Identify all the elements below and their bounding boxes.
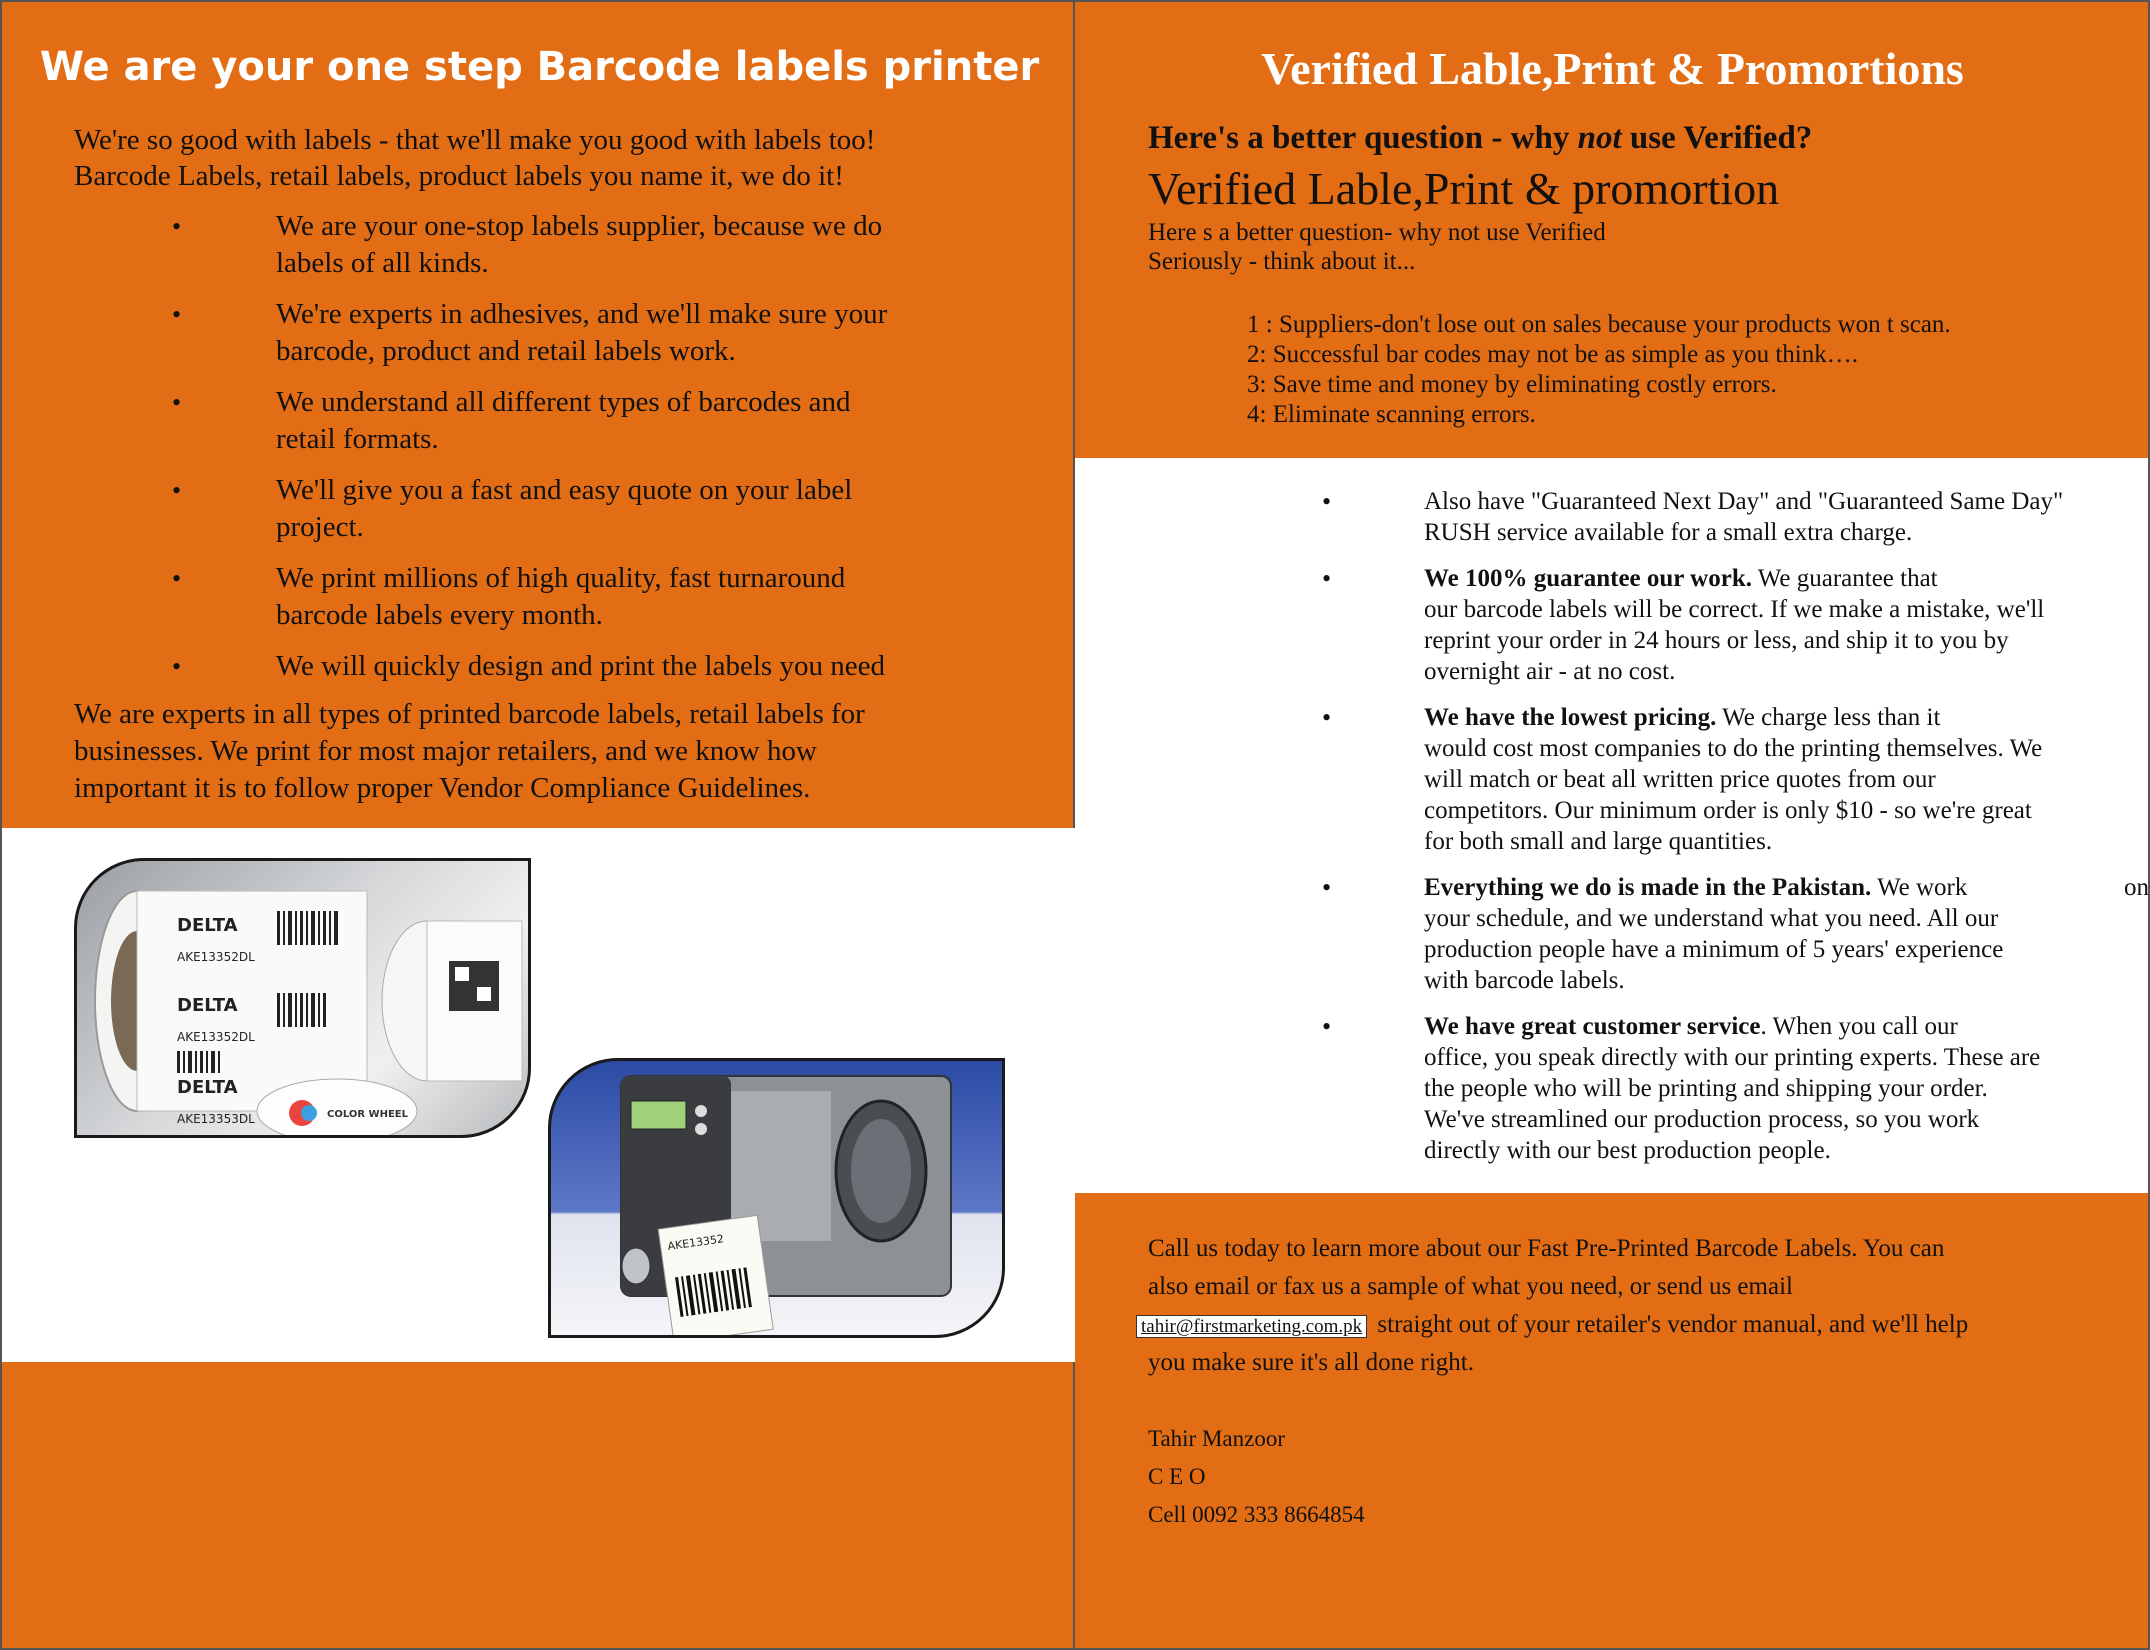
call-to-action [1141, 1230, 2108, 1382]
right-bullet-item [1322, 702, 2108, 857]
right-bullet-line: office, you speak directly with our printing experts. These are [1424, 1044, 2041, 1071]
right-bullet-line: will match or beat all written price quotes from our [1424, 766, 1936, 793]
bullet-icon: • [1322, 487, 1332, 516]
right-bullet-first-line [1424, 872, 2149, 903]
left-bullet-list [172, 208, 1022, 685]
right-bullet-first-text: We work [1871, 874, 1968, 901]
right-bullet-line: directly with our best production people. [1424, 1137, 1831, 1164]
bullet-icon: • [172, 476, 182, 505]
right-bullet-line: with barcode labels. [1424, 967, 1625, 994]
signature-cell: Cell 0092 333 8664854 [1148, 1502, 1365, 1527]
call-line-4: you make sure it's all done right. [1148, 1349, 1474, 1376]
right-bullet-line: would cost most companies to do the printing themselves. We [1424, 735, 2043, 762]
label-rolls-illustration [77, 861, 531, 1138]
call-line-2: also email or fax us a sample of what you need, or send us email [1148, 1273, 1793, 1300]
signature-block [1148, 1420, 1365, 1534]
left-title: We are your one step Barcode labels printer [39, 44, 1040, 90]
right-bullet-list [1322, 486, 2149, 1166]
right-bullet-line: competitors. Our minimum order is only $10 - so we're great [1424, 797, 2032, 824]
roll-label-delta-2: DELTA [177, 995, 238, 1016]
left-bullet-line: barcode, product and retail labels work. [276, 335, 736, 367]
left-bullet-line: We are your one-stop labels supplier, because we do [276, 210, 883, 242]
signature-name: Tahir Manzoor [1148, 1426, 1285, 1451]
right-bullet-line: the people who will be printing and shipping your order. [1424, 1075, 1988, 1102]
right-bullet-line: for both small and large quantities. [1424, 828, 1773, 855]
right-bullet-first-text: We charge less than it [1716, 704, 1941, 731]
right-bullet-item [1322, 486, 2108, 548]
right-bullet-first-text: We guarantee that [1752, 565, 1938, 592]
right-question [1148, 120, 1812, 157]
intro-line-2: Barcode Labels, retail labels, product labels you name it, we do it! [74, 160, 844, 192]
right-bullet-line: Also have "Guaranteed Next Day" and "Guaranteed Same Day" [1424, 488, 2064, 515]
printer-label-code: AKE13352 [666, 1232, 725, 1254]
bullet-icon: • [1322, 564, 1332, 593]
right-bullet-line: our barcode labels will be correct. If we make a mistake, we'll [1424, 596, 2045, 623]
roll-label-code-1: AKE13352DL [177, 950, 255, 964]
bullet-icon: • [1322, 1012, 1332, 1041]
question-emphasis: not [1577, 120, 1622, 156]
closing-line-2: businesses. We print for most major retailers, and we know how [74, 735, 817, 767]
bullet-icon: • [172, 212, 182, 241]
roll-label-delta-1: DELTA [177, 915, 238, 936]
right-bullet-line: production people have a minimum of 5 years' experience [1424, 936, 2004, 963]
question-pre: Here's a better question - why [1148, 120, 1578, 156]
right-small-text [1148, 218, 1606, 276]
roll-label-color-wheel: COLOR WHEEL [327, 1109, 408, 1120]
left-intro [74, 122, 875, 194]
intro-line-1: We're so good with labels - that we'll make you good with labels too! [74, 124, 876, 156]
right-bullet-line: reprint your order in 24 hours or less, and ship it to you by [1424, 627, 2009, 654]
left-closing [74, 696, 865, 807]
left-bullet-line: project. [276, 511, 364, 543]
right-subtitle: Verified Lable,Print & promortion [1148, 163, 1780, 214]
left-bullet-line: We understand all different types of barcodes and [276, 386, 851, 418]
left-bullet-item [172, 560, 1022, 634]
bullet-icon: • [172, 300, 182, 329]
bullet-icon: • [1322, 703, 1332, 732]
left-bullet-line: barcode labels every month. [276, 599, 603, 631]
roll-label-code-3: AKE13353DL [177, 1112, 255, 1126]
right-bullet-line: RUSH service available for a small extra charge. [1424, 519, 1913, 546]
small-line-1: Here s a better question- why not use Verified [1148, 219, 1606, 246]
left-bullet-item [172, 384, 1022, 458]
call-line-3: straight out of your retailer's vendor manual, and we'll help [1371, 1311, 1969, 1338]
closing-line-1: We are experts in all types of printed barcode labels, retail labels for [74, 698, 865, 730]
right-bullet-bold: We 100% guarantee our work. [1424, 565, 1752, 592]
right-bullet-bold: Everything we do is made in the Pakistan. [1424, 874, 1872, 901]
right-bullet-bold: We have great customer service [1424, 1013, 1761, 1040]
right-bullet-line: your schedule, and we understand what you need. All our [1424, 905, 1999, 932]
numbered-list [1247, 310, 1951, 430]
left-bullet-item [172, 208, 1022, 282]
bullet-icon: • [1322, 873, 1332, 902]
right-bullet-item [1322, 872, 2149, 996]
left-bullet-line: labels of all kinds. [276, 247, 489, 279]
printer-illustration [551, 1061, 1005, 1338]
right-bullet-line: overnight air - at no cost. [1424, 658, 1676, 685]
left-bullet-line: We will quickly design and print the labels you need [276, 650, 885, 682]
bullet-icon: • [172, 652, 182, 681]
right-bullet-first-line [1424, 1011, 2108, 1042]
left-bullet-line: retail formats. [276, 423, 439, 455]
left-bullet-item [172, 472, 1022, 546]
right-bullet-first-text: . When you call our [1760, 1013, 1958, 1040]
numbered-item-2: 2: Successful bar codes may not be as simple as you think…. [1247, 341, 1858, 368]
numbered-item-4: 4: Eliminate scanning errors. [1247, 401, 1536, 428]
right-bullet-bold: We have the lowest pricing. [1424, 704, 1717, 731]
signature-title: C E O [1148, 1464, 1206, 1489]
call-line-3-row [1141, 1306, 2108, 1344]
left-bullet-line: We're experts in adhesives, and we'll make sure your [276, 298, 888, 330]
roll-label-code-2: AKE13352DL [177, 1030, 255, 1044]
right-bullet-item [1322, 1011, 2108, 1166]
email-link[interactable]: tahir@firstmarketing.com.pk [1136, 1315, 1367, 1338]
label-rolls-photo [74, 858, 531, 1138]
question-post: use Verified? [1621, 120, 1813, 156]
bullet-icon: • [172, 388, 182, 417]
left-bullet-line: We print millions of high quality, fast turnaround [276, 562, 846, 594]
call-line-1: Call us today to learn more about our Fast Pre-Printed Barcode Labels. You can [1148, 1235, 1945, 1262]
bullet-icon: • [172, 564, 182, 593]
right-title: Verified Lable,Print & Promortions [1261, 43, 1964, 94]
numbered-item-1: 1 : Suppliers-don't lose out on sales because your products won t scan. [1247, 311, 1951, 338]
right-bullet-tail: on [2124, 874, 2149, 901]
left-bullet-item [172, 648, 1022, 685]
numbered-item-3: 3: Save time and money by eliminating costly errors. [1247, 371, 1777, 398]
right-bullet-first-line [1424, 563, 2108, 594]
right-bullet-first-line [1424, 702, 2108, 733]
right-bullet-item [1322, 563, 2108, 687]
closing-line-3: important it is to follow proper Vendor Compliance Guidelines. [74, 772, 811, 804]
right-panel [1075, 0, 2150, 1650]
left-bullet-line: We'll give you a fast and easy quote on your label [276, 474, 853, 506]
label-printer-photo [548, 1058, 1005, 1338]
right-bullet-line: We've streamlined our production process, so you work [1424, 1106, 1980, 1133]
left-bullet-item [172, 296, 1022, 370]
small-line-2: Seriously - think about it... [1148, 248, 1416, 275]
roll-label-delta-3: DELTA [177, 1077, 238, 1098]
